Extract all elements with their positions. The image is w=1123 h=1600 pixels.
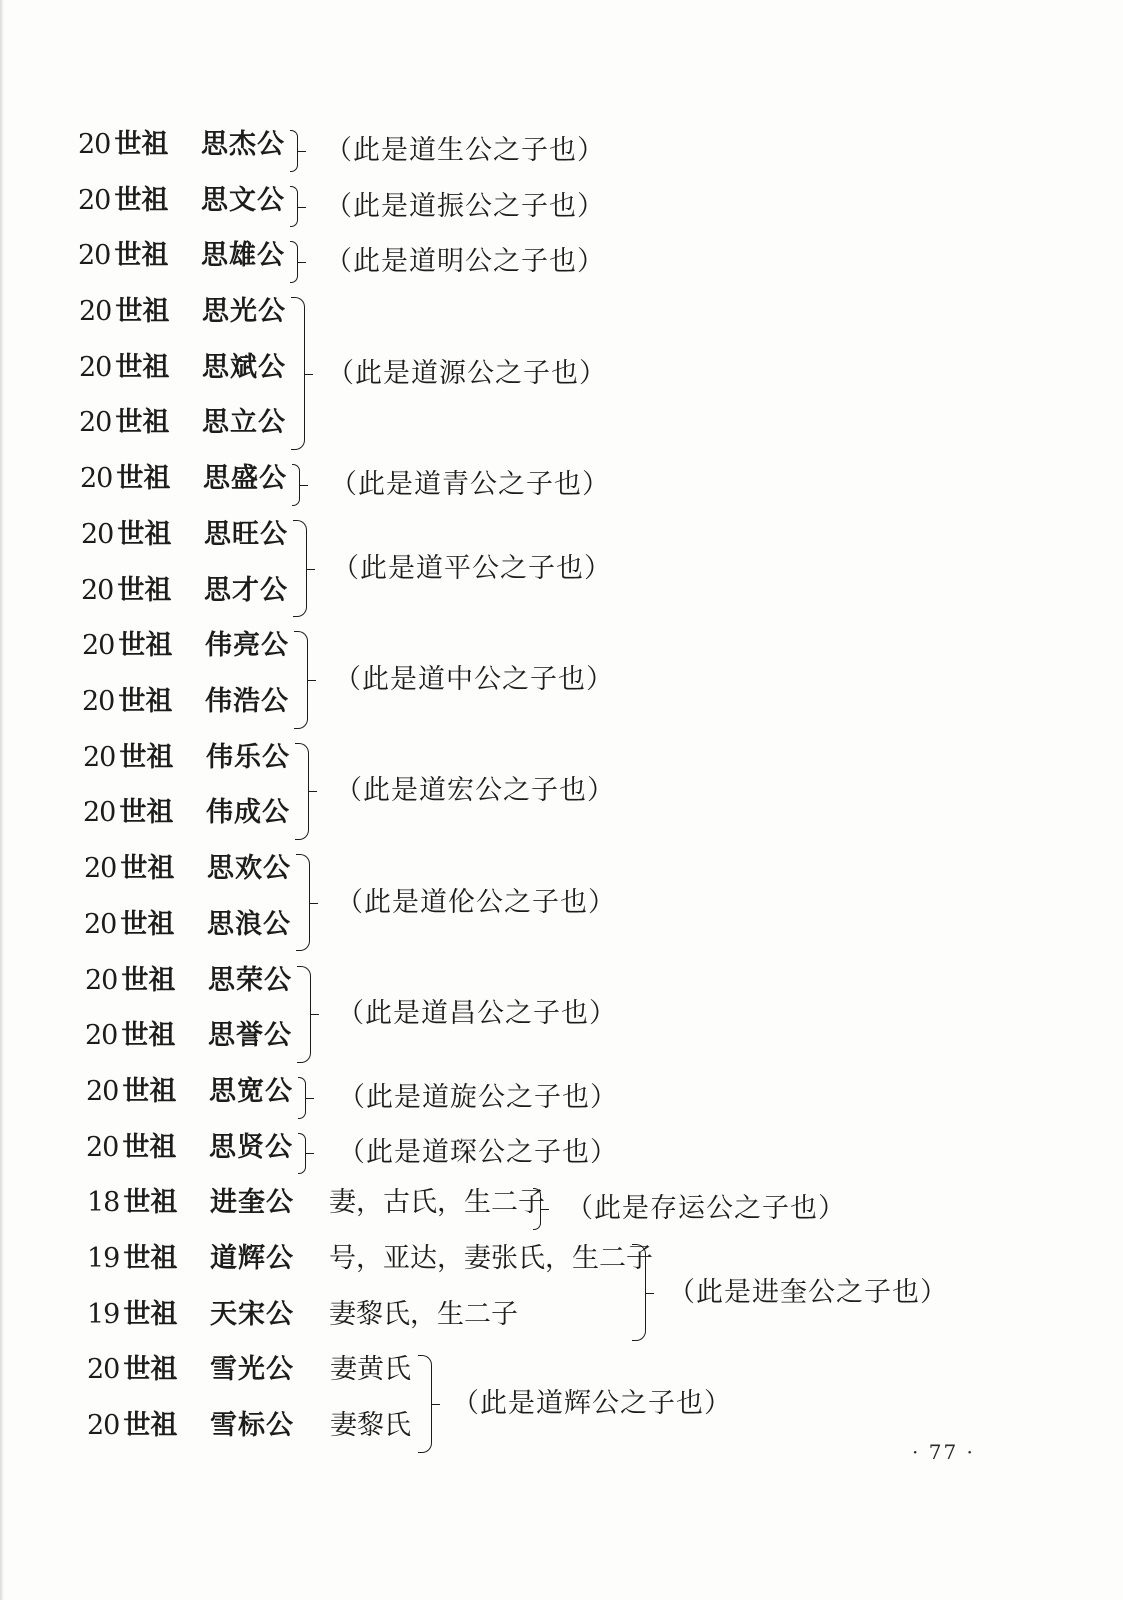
generation-number: 20: [79, 351, 112, 383]
ancestor-name: 雪标公: [210, 1410, 294, 1442]
lineage-group: [86, 1070, 1123, 1126]
ancestor-name: 思浪公: [207, 908, 291, 940]
generation-label: [87, 1404, 202, 1448]
ancestor-name: 进奎公: [210, 1187, 294, 1219]
generation-label: [82, 624, 197, 668]
parent-note: （此是道辉公之子也）: [452, 1388, 732, 1420]
brace-point: [306, 1098, 314, 1099]
ancestor-name: 思贤公: [209, 1131, 293, 1163]
generation-word: 世祖: [114, 240, 169, 272]
ancestor-name: 思誉公: [208, 1020, 292, 1052]
generation-label: [83, 736, 198, 780]
brace-point: [298, 151, 306, 152]
grouping-brace: [298, 1133, 306, 1175]
lineage-group: [87, 1181, 1123, 1237]
generation-label: [80, 457, 195, 501]
ancestor-detail: 妻黄氏: [330, 1354, 411, 1386]
parent-note: （此是道伦公之子也）: [336, 886, 616, 918]
generation-label: [79, 401, 194, 445]
generation-number: 20: [86, 1131, 119, 1163]
grouping-brace: [290, 130, 298, 172]
generation-word: 世祖: [121, 1020, 176, 1052]
brace-point: [646, 1293, 654, 1294]
parent-note: （此是道振公之子也）: [325, 190, 605, 222]
grouping-brace: [296, 854, 310, 951]
generation-word: 世祖: [119, 797, 174, 829]
generation-word: 世祖: [123, 1354, 178, 1386]
generation-number: 20: [79, 296, 112, 328]
ancestor-name: 道辉公: [210, 1243, 294, 1274]
ancestor-name: 伟亮公: [205, 630, 289, 662]
brace-point: [298, 207, 306, 208]
grouping-brace: [632, 1244, 646, 1341]
generation-label: [87, 1293, 202, 1337]
grouping-brace: [418, 1355, 432, 1452]
parent-note: （此是道琛公之子也）: [338, 1137, 618, 1169]
brace-point: [307, 569, 315, 570]
generation-label: [87, 1181, 202, 1225]
grouping-brace: [297, 966, 311, 1063]
parent-note: （此是道青公之子也）: [330, 469, 610, 501]
lineage-group: [79, 290, 1123, 457]
generation-number: 20: [86, 1075, 119, 1107]
grouping-brace: [292, 464, 300, 506]
ancestor-name: 思杰公: [201, 129, 285, 160]
brace-point: [305, 374, 313, 375]
generation-number: 20: [83, 741, 116, 773]
generation-word: 世祖: [123, 1410, 178, 1442]
generation-word: 世祖: [123, 1187, 178, 1219]
lineage-group: [82, 624, 1123, 735]
brace-point: [311, 1014, 319, 1015]
brace-point: [306, 1153, 314, 1154]
generation-number: 20: [84, 853, 117, 885]
brace-point: [432, 1404, 440, 1405]
generation-word: 世祖: [118, 685, 173, 717]
ancestor-name: 思斌公: [202, 351, 286, 383]
ancestor-row: [79, 290, 1123, 334]
generation-label: [83, 791, 198, 835]
brace-point: [310, 903, 318, 904]
ancestor-name: 雪光公: [210, 1354, 294, 1386]
generation-number: 20: [78, 184, 111, 216]
ancestor-name: 思宽公: [209, 1075, 293, 1107]
ancestor-name: 思旺公: [204, 518, 288, 550]
generation-word: 世祖: [120, 853, 175, 885]
grouping-brace: [298, 1077, 306, 1119]
generation-number: 20: [84, 908, 117, 940]
generation-label: [79, 290, 194, 334]
parent-note: （此是存运公之子也）: [566, 1193, 846, 1225]
generation-number: 20: [87, 1410, 120, 1442]
ancestor-detail: 妻黎氏: [330, 1410, 411, 1442]
brace-point: [300, 485, 308, 486]
generation-label: [87, 1237, 202, 1281]
generation-number: 20: [78, 129, 111, 160]
generation-word: 世祖: [114, 129, 169, 160]
generation-number: 20: [82, 630, 115, 662]
generation-label: [85, 1014, 200, 1058]
generation-word: 世祖: [116, 463, 171, 495]
generation-number: 20: [81, 574, 114, 606]
ancestor-name: 思光公: [202, 296, 286, 328]
lineage-group: [84, 847, 1123, 958]
generation-number: 18: [87, 1187, 120, 1219]
generation-number: 20: [85, 1020, 118, 1052]
generation-label: [81, 569, 196, 613]
ancestor-name: 伟浩公: [205, 685, 289, 717]
grouping-brace: [290, 241, 298, 283]
ancestor-name: 思盛公: [203, 463, 287, 495]
parent-note: （此是道源公之子也）: [327, 357, 607, 389]
ancestor-name: 思欢公: [207, 853, 291, 885]
generation-label: [86, 1070, 201, 1114]
ancestor-name: 伟乐公: [206, 741, 290, 773]
parent-note: （此是道昌公之子也）: [337, 998, 617, 1030]
lineage-group: [86, 1126, 1123, 1182]
parent-note: （此是道旋公之子也）: [338, 1081, 618, 1113]
lineage-group: [85, 959, 1123, 1070]
generation-number: 20: [85, 964, 118, 996]
ancestor-detail: 妻黎氏，生二子: [329, 1298, 518, 1330]
generation-label: [79, 346, 194, 390]
ancestor-name: 思荣公: [208, 964, 292, 996]
generation-label: [78, 123, 193, 167]
parent-note: （此是道明公之子也）: [325, 246, 605, 278]
grouping-brace: [295, 743, 309, 840]
lineage-group: [81, 513, 1123, 624]
parent-note: （此是进奎公之子也）: [668, 1276, 948, 1308]
generation-number: 20: [83, 797, 116, 829]
generation-word: 世祖: [123, 1243, 178, 1274]
lineage-group: [80, 457, 1123, 513]
generation-word: 世祖: [122, 1075, 177, 1107]
ancestor-name: 思立公: [202, 407, 286, 439]
brace-point: [541, 1209, 549, 1210]
generation-label: [82, 680, 197, 724]
generation-number: 19: [87, 1298, 120, 1330]
brace-point: [308, 680, 316, 681]
generation-number: 20: [82, 685, 115, 717]
generation-number: 20: [81, 518, 114, 550]
generation-word: 世祖: [119, 741, 174, 773]
page-number: · 77 ·: [912, 1440, 975, 1464]
lineage-group: [78, 234, 1123, 290]
brace-point: [298, 262, 306, 263]
generation-word: 世祖: [118, 630, 173, 662]
lineage-group: [78, 179, 1123, 235]
grouping-brace: [293, 520, 307, 617]
brace-point: [309, 791, 317, 792]
lineage-group: [78, 123, 1123, 179]
generation-label: [85, 959, 200, 1003]
ancestor-detail: 号，亚达，妻张氏，生二子: [329, 1243, 653, 1274]
ancestor-name: 思文公: [201, 184, 285, 216]
generation-word: 世祖: [114, 184, 169, 216]
grouping-brace: [291, 297, 305, 450]
generation-word: 世祖: [117, 574, 172, 606]
generation-number: 20: [87, 1354, 120, 1386]
lineage-group: [87, 1237, 1123, 1348]
parent-note: （此是道生公之子也）: [325, 134, 605, 166]
generation-word: 世祖: [117, 518, 172, 550]
generation-label: [86, 1126, 201, 1170]
generation-label: [84, 847, 199, 891]
grouping-brace: [290, 186, 298, 228]
generation-word: 世祖: [121, 964, 176, 996]
ancestor-row: [79, 401, 1123, 445]
generation-word: 世祖: [115, 351, 170, 383]
ancestor-name: 伟成公: [206, 797, 290, 829]
parent-note: （此是道中公之子也）: [334, 663, 614, 695]
ancestor-name: 思才公: [204, 574, 288, 606]
grouping-brace: [294, 631, 308, 728]
generation-word: 世祖: [122, 1131, 177, 1163]
generation-label: [87, 1348, 202, 1392]
generation-number: 20: [79, 407, 112, 439]
generation-number: 19: [87, 1243, 120, 1274]
lineage-group: [83, 736, 1123, 847]
generation-word: 世祖: [123, 1298, 178, 1330]
parent-note: （此是道平公之子也）: [332, 552, 612, 584]
ancestor-name: 天宋公: [210, 1298, 294, 1330]
ancestor-row: [87, 1237, 1123, 1281]
generation-label: [81, 513, 196, 557]
generation-word: 世祖: [120, 908, 175, 940]
generation-word: 世祖: [115, 296, 170, 328]
ancestor-row: [87, 1293, 1123, 1337]
generation-word: 世祖: [115, 407, 170, 439]
ancestor-name: 思雄公: [201, 240, 285, 272]
generation-label: [84, 903, 199, 947]
generation-label: [78, 234, 193, 278]
generation-number: 20: [78, 240, 111, 272]
ancestor-detail: 妻，古氏，生二子: [329, 1187, 545, 1219]
generation-number: 20: [80, 463, 113, 495]
grouping-brace: [533, 1188, 541, 1230]
parent-note: （此是道宏公之子也）: [335, 775, 615, 807]
generation-label: [78, 179, 193, 223]
